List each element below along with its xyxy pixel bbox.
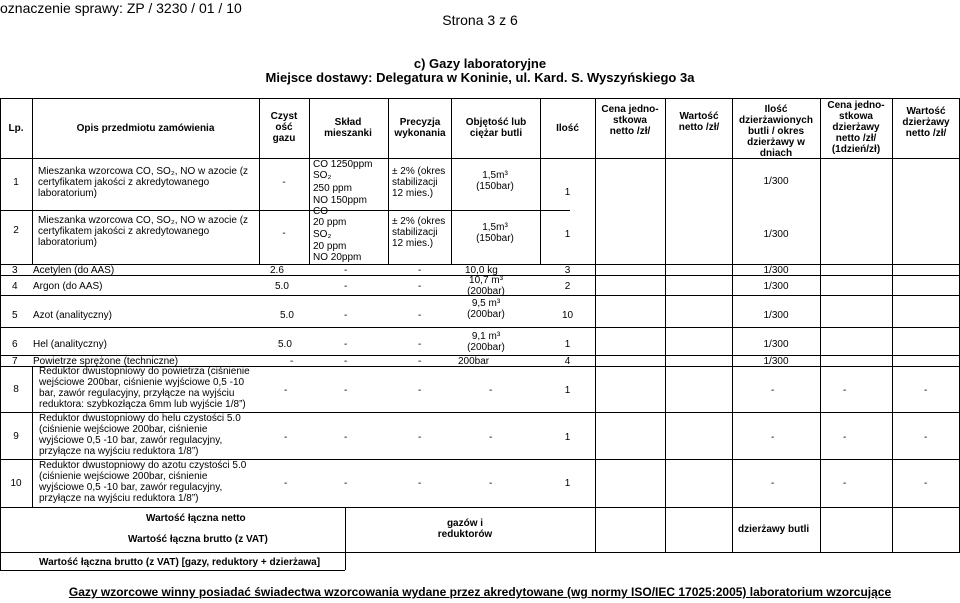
row-purity: 5.0 (275, 281, 289, 292)
row-description: Powietrze sprężone (techniczne) (33, 356, 179, 367)
col-quantity: Ilość (556, 123, 579, 134)
row-lease: 1/300 (763, 356, 789, 367)
row-quantity: 10 (561, 310, 574, 321)
row-description: Reduktor dwustopniowy do powietrza (ciśnienie wejściowe 200bar, ciśnienie wyjściowe 0,5 -10 bar, zawór regulacyjny, przyłącze na wyjściu reduktora: szybkozłącza 6mm lub wyjście 1/8”) (39, 366, 250, 410)
row-lease-unit-price: - (843, 478, 847, 489)
row-volume: 9,5 m³ (200bar) (467, 298, 505, 320)
row-description: Hel (analityczny) (33, 339, 107, 350)
row-purity: 2.6 (270, 265, 284, 276)
delivery-place: Miejsce dostawy: Delegatura w Koninie, ul. Kard. S. Wyszyńskiego 3a (265, 70, 695, 85)
row-purity: - (284, 478, 288, 489)
row-composition: - (344, 385, 348, 396)
row-purity: 5.0 (280, 310, 294, 321)
col-volume: Objętość lub ciężar butli (465, 117, 527, 139)
row-lease-value: - (924, 432, 928, 443)
col-precision: Precyzja wykonania (394, 117, 446, 139)
row-precision: - (418, 339, 422, 350)
row-description: Argon (do AAS) (33, 281, 103, 292)
row-lease-quantity: - (771, 432, 775, 443)
row-composition: 20 ppm (313, 241, 347, 252)
row-description: Reduktor dwustopniowy do helu czystości 5.0 (ciśnienie wejściowe 200bar, ciśnienie wyjściowe 0,5 -10 bar, zawór regulacyjny, przyłącze na wyjściu reduktora 1/8”) (39, 413, 241, 457)
row-lp: 5 (12, 310, 18, 321)
row-composition: - (344, 432, 348, 443)
row-purity: 5.0 (278, 339, 292, 350)
row-lease-unit-price: - (843, 432, 847, 443)
row-composition: NO 150ppm (313, 195, 367, 206)
row-lp: 10 (10, 478, 22, 489)
row-description: Mieszanka wzorcowa CO, SO₂, NO w azocie (z certyfikatem jakości z akredytowanego laboratorium) (38, 166, 249, 199)
grand-total-label: Wartość łączna brutto (z VAT) [gazy, reduktory + dzierżawa] (39, 557, 321, 568)
row-lease: 1/300 (763, 265, 789, 276)
row-composition: NO 20ppm (313, 252, 362, 263)
row-lease: 1/300 (763, 310, 789, 321)
col-lease-quantity: Ilość dzierżawionych butli / okres dzierżawy w dniach (739, 104, 813, 159)
row-composition: CO (313, 206, 328, 217)
row-lease-unit-price: - (843, 385, 847, 396)
row-precision: - (418, 281, 422, 292)
row-composition: - (344, 310, 348, 321)
col-purity: Czyst ość gazu (270, 111, 298, 144)
col-value: Wartość netto /zł/ (678, 111, 720, 133)
row-volume: 10,0 kg (465, 265, 498, 276)
col-lp: Lp. (8, 123, 24, 134)
row-precision: - (418, 310, 422, 321)
row-volume: 1,5m³ (150bar) (476, 222, 514, 244)
row-quantity: 2 (564, 281, 571, 292)
row-volume: - (489, 478, 493, 489)
certification-note: Gazy wzorcowe winny posiadać świadectwa wzorcowania wydane przez akredytowane (wg normy ISO/IEC 17025:2005) laboratorium wzorcujące (68, 585, 892, 599)
row-lp: 8 (13, 384, 19, 395)
row-precision: - (418, 385, 422, 396)
row-lp: 9 (13, 431, 19, 442)
row-quantity: 3 (564, 265, 571, 276)
row-description: Acetylen (do AAS) (33, 265, 115, 276)
row-composition: - (344, 356, 348, 367)
col-unit-price: Cena jedno- stkowa netto /zł/ (601, 104, 659, 137)
row-precision: ± 2% (okres stabilizacji 12 mies.) (392, 216, 446, 249)
row-quantity: 4 (564, 356, 571, 367)
gross-total-label: Wartość łączna brutto (z VAT) (128, 534, 268, 545)
row-lp: 3 (12, 265, 18, 276)
row-composition: - (344, 478, 348, 489)
row-lease-value: - (924, 478, 928, 489)
row-quantity: 1 (564, 187, 571, 198)
row-quantity: 1 (564, 385, 571, 396)
row-description: Mieszanka wzorcowa CO, SO₂, NO w azocie (z certyfikatem jakości z akredytowanego laboratorium) (38, 215, 249, 248)
row-composition: - (344, 265, 348, 276)
row-lp: 2 (13, 225, 19, 236)
row-volume: 200bar (458, 356, 490, 367)
gases-and-reducers-label: gazów i reduktorów (437, 518, 493, 540)
net-total-label: Wartość łączna netto (146, 513, 246, 524)
row-composition: SO₂ (313, 170, 332, 181)
col-lease-unit-price: Cena jedno- stkowa dzierżawy netto /zł/ (1dzień/zł) (827, 100, 885, 155)
row-quantity: 1 (564, 432, 571, 443)
row-purity: - (290, 356, 294, 367)
row-precision: - (418, 478, 422, 489)
col-composition: Skład mieszanki (324, 117, 372, 139)
page-number: Strona 3 z 6 (442, 12, 518, 28)
row-composition: 20 ppm (313, 217, 347, 228)
row-description: Azot (analityczny) (33, 310, 112, 321)
row-volume: 1,5m³ (150bar) (476, 170, 514, 192)
row-precision: - (418, 432, 422, 443)
row-lease: 1/300 (763, 176, 789, 187)
row-lp: 1 (13, 177, 19, 188)
section-title: c) Gazy laboratoryjne (413, 56, 547, 71)
row-lease: 1/300 (763, 229, 789, 240)
col-lease-value: Wartość dzierżawy netto /zł/ (902, 106, 950, 139)
row-precision: ± 2% (okres stabilizacji 12 mies.) (392, 166, 446, 199)
row-precision: - (418, 356, 422, 367)
row-volume: - (489, 385, 493, 396)
row-purity: - (282, 177, 286, 188)
row-composition: 250 ppm (313, 183, 352, 194)
cylinder-lease-label: dzierżawy butli (738, 524, 810, 535)
row-volume: - (489, 432, 493, 443)
row-lp: 4 (12, 281, 18, 292)
row-volume: 10,7 m³ (200bar) (467, 275, 505, 297)
row-purity: - (284, 385, 288, 396)
row-lease: 1/300 (763, 281, 789, 292)
row-purity: - (282, 228, 286, 239)
row-lease-value: - (924, 385, 928, 396)
row-quantity: 1 (564, 339, 571, 350)
row-lease: 1/300 (763, 339, 789, 350)
row-volume: 9,1 m³ (200bar) (467, 331, 505, 353)
row-quantity: 1 (564, 478, 571, 489)
row-precision: - (418, 265, 422, 276)
row-lp: 7 (12, 356, 18, 367)
row-composition: SO₂ (313, 229, 332, 240)
case-number: oznaczenie sprawy: ZP / 3230 / 01 / 10 (0, 0, 242, 16)
row-quantity: 1 (564, 229, 571, 240)
row-lease-quantity: - (771, 385, 775, 396)
row-composition: - (344, 339, 348, 350)
row-lease-quantity: - (771, 478, 775, 489)
row-composition: CO 1250ppm (313, 159, 373, 170)
row-composition: - (344, 281, 348, 292)
row-description: Reduktor dwustopniowy do azotu czystości 5.0 (ciśnienie wejściowe 200bar, ciśnienie wyjściowe 0,5 -10 bar, zawór regulacyjny, przyłącze na wyjściu reduktora 1/8”) (39, 460, 247, 504)
col-description: Opis przedmiotu zamówienia (76, 123, 215, 134)
row-lp: 6 (12, 339, 18, 350)
row-purity: - (284, 432, 288, 443)
